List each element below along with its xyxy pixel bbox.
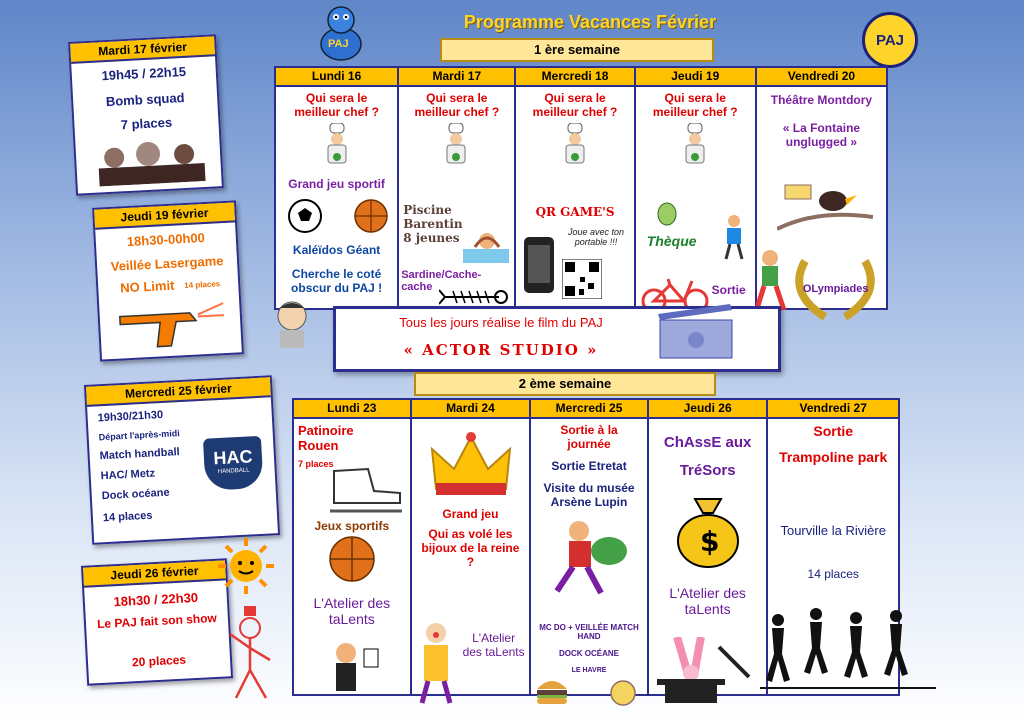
week2-col-lundi: [294, 400, 412, 694]
ball-icon: [656, 201, 678, 227]
qr-code-icon: [562, 259, 602, 299]
sortie-text: Sortie: [711, 283, 746, 297]
week2-col-jeudi: [649, 400, 769, 694]
chef-icon: [441, 123, 471, 165]
week1-col-jeudi: [636, 68, 757, 308]
card-jeudi19: [92, 200, 244, 361]
chef-text: Qui sera le meilleur chef ?: [652, 91, 738, 119]
card-nolimit: NO Limit: [119, 277, 175, 296]
week2-col-mercredi: [531, 400, 649, 694]
card-dock: Dock océane: [101, 486, 170, 503]
mcdo-text: MC DO + VEILLÉE MATCH HAND: [539, 623, 639, 641]
batter-icon: [718, 213, 750, 261]
sardine-text: Sardine/Cache-cache: [401, 269, 482, 293]
olympiades-text: OLympiades: [802, 283, 869, 295]
card-show: Le PAJ fait son show: [96, 610, 218, 632]
day-header: Vendredi 27: [768, 400, 898, 419]
week2-col-mardi: [412, 400, 532, 694]
card-head: Jeudi 26 février: [83, 560, 226, 587]
paj-logo: [862, 12, 918, 68]
laser-gun-icon: [115, 299, 227, 351]
svg-text:$: $: [699, 525, 720, 558]
magic-hat-icon: [657, 637, 757, 705]
mascot-label: PAJ: [328, 38, 349, 50]
chef-icon: [680, 123, 710, 165]
musee-text: Visite du musée Arsène Lupin: [543, 481, 635, 509]
jumping-people-icon: [760, 604, 936, 690]
card-depart: Départ l'après-midi: [98, 428, 181, 443]
crown-icon: [426, 429, 516, 501]
piscine-text: Piscine Barentin 8 jeunes: [403, 203, 463, 245]
portable-text: Joue avec ton portable !!!: [568, 227, 625, 247]
basketball-icon: [354, 199, 388, 233]
places-text: 7 places: [298, 459, 334, 469]
card-mercredi25: [84, 375, 280, 545]
soccer-ball-icon: [288, 199, 322, 233]
day-header: Mardi 24: [412, 400, 530, 419]
kaleidos-text: Kaléïdos Géant: [292, 243, 381, 257]
grand-jeu-text: Grand jeu sportif: [288, 177, 385, 191]
chasse-text: ChAssE aux TréSors: [663, 434, 752, 479]
sun-icon: [216, 536, 276, 596]
stick-figure-icon: [226, 604, 276, 702]
places-text: 14 places: [807, 567, 859, 581]
burger-icon: [535, 677, 569, 705]
theatre-text: Théâtre Montdory: [770, 93, 873, 107]
week1-col-lundi: [276, 68, 399, 308]
money-bag-icon: [673, 491, 743, 569]
week1-grid: [274, 66, 888, 310]
hac-logo-sub: HANDBALL: [217, 467, 250, 476]
chef-text: Qui sera le meilleur chef ?: [532, 91, 618, 119]
hac-logo-text: HAC: [212, 446, 253, 469]
card-match: Match handball: [99, 446, 180, 463]
day-header: Vendredi 20: [757, 68, 886, 87]
magician-icon: [306, 639, 396, 695]
chef-icon: [322, 123, 352, 165]
card-time: 18h30-00h00: [126, 230, 206, 250]
ice-skate-icon: [328, 463, 404, 515]
clapperboard-icon: [656, 304, 736, 360]
card-mardi17: [68, 34, 224, 196]
card-name: Veillée Lasergame: [110, 253, 224, 274]
qr-game-text: QR GAME'S: [535, 205, 615, 219]
sortie-text: Sortie: [813, 423, 854, 439]
week2-label: 2 ème semaine: [414, 372, 716, 396]
card-head: Jeudi 19 février: [94, 202, 235, 229]
atelier-text: L'Atelier des taLents: [462, 631, 525, 659]
page-title: Programme Vacances Février: [463, 12, 717, 32]
reine-text: Qui as volé les bijoux de la reine ?: [421, 527, 520, 569]
handball-icon: [609, 679, 637, 707]
phone-icon: [522, 235, 558, 297]
zombies-icon: [95, 137, 207, 187]
week1-col-mercredi: [516, 68, 635, 308]
day-header: Mercredi 25: [531, 400, 647, 419]
day-header: Jeudi 26: [649, 400, 767, 419]
card-places: 14 places: [102, 509, 153, 525]
card-time: 18h30 / 22h30: [113, 589, 199, 610]
thief-icon: [543, 517, 633, 599]
sortie-journee-text: Sortie à la journée: [560, 423, 618, 451]
card-head: Mardi 17 février: [70, 36, 215, 64]
card-time: 19h45 / 22h15: [101, 63, 187, 84]
tourville-text: Tourville la Rivière: [780, 523, 886, 538]
atelier-text: L'Atelier des taLents: [669, 585, 746, 617]
logo-text: PAJ: [875, 31, 905, 49]
week1-col-mardi: [399, 68, 516, 308]
day-header: Lundi 23: [294, 400, 410, 419]
card-places: 7 places: [120, 114, 173, 133]
hac-logo: [203, 436, 264, 491]
card-time: 19h30/21h30: [97, 408, 164, 425]
card-places: 20 places: [131, 652, 187, 670]
atelier-text: L'Atelier des taLents: [313, 595, 391, 627]
day-header: Mercredi 18: [516, 68, 633, 87]
trampoline-text: Trampoline park: [779, 449, 888, 465]
card-places: 14 places: [184, 279, 221, 291]
theque-text: Thèque: [646, 233, 697, 249]
boy-icon: [272, 298, 312, 350]
chef-icon: [560, 123, 590, 165]
mascot-icon: [316, 4, 366, 62]
card-name: Bomb squad: [105, 89, 185, 110]
fable-bird-icon: [777, 179, 873, 235]
clown-icon: [414, 619, 460, 705]
chef-text: Qui sera le meilleur chef ?: [414, 91, 500, 119]
card-head: Mercredi 25 février: [86, 377, 271, 407]
day-header: Lundi 16: [276, 68, 397, 87]
week1-label: 1 ère semaine: [440, 38, 714, 62]
obscur-text: Cherche le coté obscur du PAJ !: [291, 267, 383, 295]
patinoire-text: Patinoire Rouen: [298, 423, 354, 453]
basketball-icon: [328, 535, 376, 583]
fish-bone-icon: [439, 287, 509, 307]
card-hac: HAC/ Metz: [100, 467, 156, 483]
dock-text: DOCK OCÉANE: [559, 649, 620, 658]
chef-text: Qui sera le meilleur chef ?: [294, 91, 379, 119]
jeux-sportifs-text: Jeux sportifs: [314, 519, 390, 533]
fontaine-text: « La Fontaine unglugged »: [782, 121, 861, 149]
card-jeudi26: [81, 558, 233, 685]
film-line2: « ACTOR STUDIO »: [403, 341, 599, 359]
day-header: Mardi 17: [399, 68, 514, 87]
etretat-text: Sortie Etretat: [551, 459, 627, 473]
paj-mascot: [316, 4, 366, 62]
film-line1: Tous les jours réalise le film du PAJ: [399, 315, 603, 330]
swimmer-icon: [463, 225, 509, 265]
grand-jeu-text: Grand jeu: [442, 507, 499, 521]
day-header: Jeudi 19: [636, 68, 755, 87]
havre-text: LE HAVRE: [571, 667, 607, 674]
